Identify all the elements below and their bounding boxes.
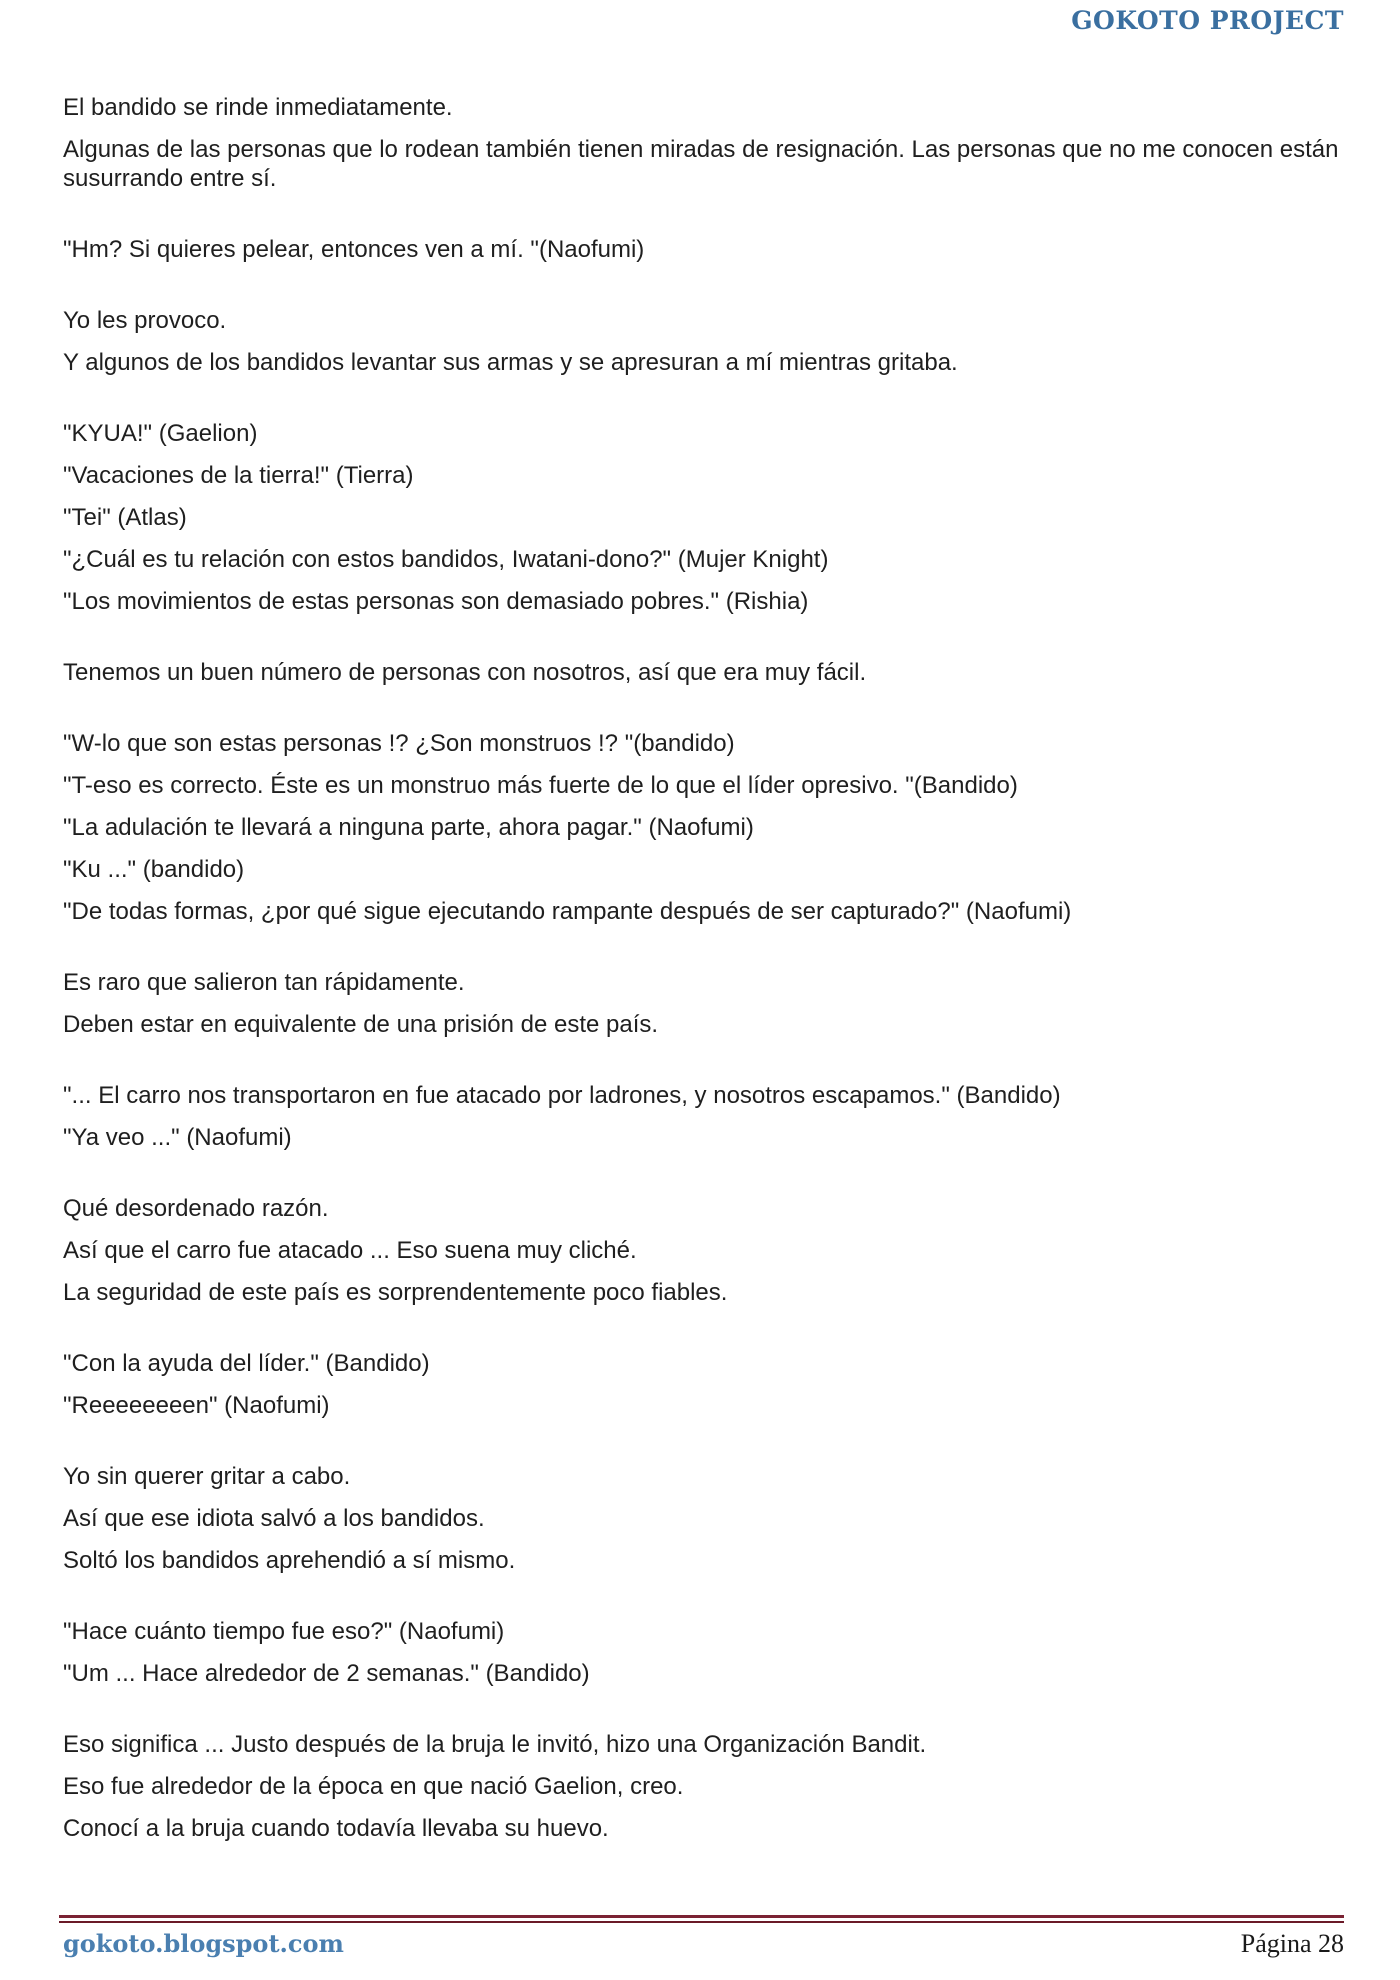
paragraph: "De todas formas, ¿por qué sigue ejecutando rampante después de ser capturado?" (Naofumi) <box>63 898 1072 925</box>
paragraph: "Um ... Hace alrededor de 2 semanas." (Bandido) <box>63 1660 590 1687</box>
paragraph: Y algunos de los bandidos levantar sus armas y se apresuran a mí mientras gritaba. <box>63 349 958 376</box>
footer-divider <box>59 1915 1344 1925</box>
paragraph: "Los movimientos de estas personas son demasiado pobres." (Rishia) <box>63 588 809 615</box>
footer-divider-line-bottom <box>59 1921 1344 1923</box>
paragraph: "La adulación te llevará a ninguna parte, ahora pagar." (Naofumi) <box>63 814 754 841</box>
document-body <box>63 93 1343 1856</box>
paragraph: El bandido se rinde inmediatamente. <box>63 94 453 121</box>
paragraph: "Hm? Si quieres pelear, entonces ven a mí. "(Naofumi) <box>63 236 645 263</box>
paragraph: Así que ese idiota salvó a los bandidos. <box>63 1505 485 1532</box>
paragraph: "Ya veo ..." (Naofumi) <box>63 1124 292 1151</box>
paragraph: Así que el carro fue atacado ... Eso suena muy cliché. <box>63 1237 637 1264</box>
paragraph: Yo sin querer gritar a cabo. <box>63 1463 351 1490</box>
header-brand: GOKOTO PROJECT <box>1071 6 1344 35</box>
paragraph: Conocí a la bruja cuando todavía llevaba su huevo. <box>63 1815 609 1842</box>
paragraph: Eso significa ... Justo después de la bruja le invitó, hizo una Organización Bandit. <box>63 1731 927 1758</box>
paragraph: "Tei" (Atlas) <box>63 504 187 531</box>
paragraph: "W-lo que son estas personas !? ¿Son monstruos !? "(bandido) <box>63 730 735 757</box>
page-number: Página 28 <box>1240 1929 1344 1958</box>
paragraph: "KYUA!" (Gaelion) <box>63 420 258 447</box>
paragraph: "... El carro nos transportaron en fue atacado por ladrones, y nosotros escapamos." (Bandido) <box>63 1082 1061 1109</box>
paragraph: "¿Cuál es tu relación con estos bandidos, Iwatani-dono?" (Mujer Knight) <box>63 546 829 573</box>
paragraph: "Ku ..." (bandido) <box>63 856 245 883</box>
paragraph: Algunas de las personas que lo rodean también tienen miradas de resignación. Las personas que no me conocen están susurrando entre sí. <box>63 136 1339 192</box>
paragraph: Qué desordenado razón. <box>63 1195 329 1222</box>
paragraph: La seguridad de este país es sorprendentemente poco fiables. <box>63 1279 728 1306</box>
paragraph: "Hace cuánto tiempo fue eso?" (Naofumi) <box>63 1618 505 1645</box>
paragraph: "Reeeeeeeen" (Naofumi) <box>63 1392 330 1419</box>
footer-site-link[interactable]: gokoto.blogspot.com <box>63 1929 344 1958</box>
paragraph: "Vacaciones de la tierra!" (Tierra) <box>63 462 414 489</box>
paragraph: Es raro que salieron tan rápidamente. <box>63 969 465 996</box>
paragraph: Tenemos un buen número de personas con nosotros, así que era muy fácil. <box>63 659 867 686</box>
paragraph: "T-eso es correcto. Éste es un monstruo más fuerte de lo que el líder opresivo. "(Bandido) <box>63 772 1018 799</box>
paragraph: Soltó los bandidos aprehendió a sí mismo. <box>63 1547 516 1574</box>
paragraph: Deben estar en equivalente de una prisión de este país. <box>63 1011 659 1038</box>
paragraph: Yo les provoco. <box>63 307 227 334</box>
paragraph: "Con la ayuda del líder." (Bandido) <box>63 1350 430 1377</box>
footer-divider-line-top <box>59 1915 1344 1918</box>
paragraph: Eso fue alrededor de la época en que nació Gaelion, creo. <box>63 1773 684 1800</box>
